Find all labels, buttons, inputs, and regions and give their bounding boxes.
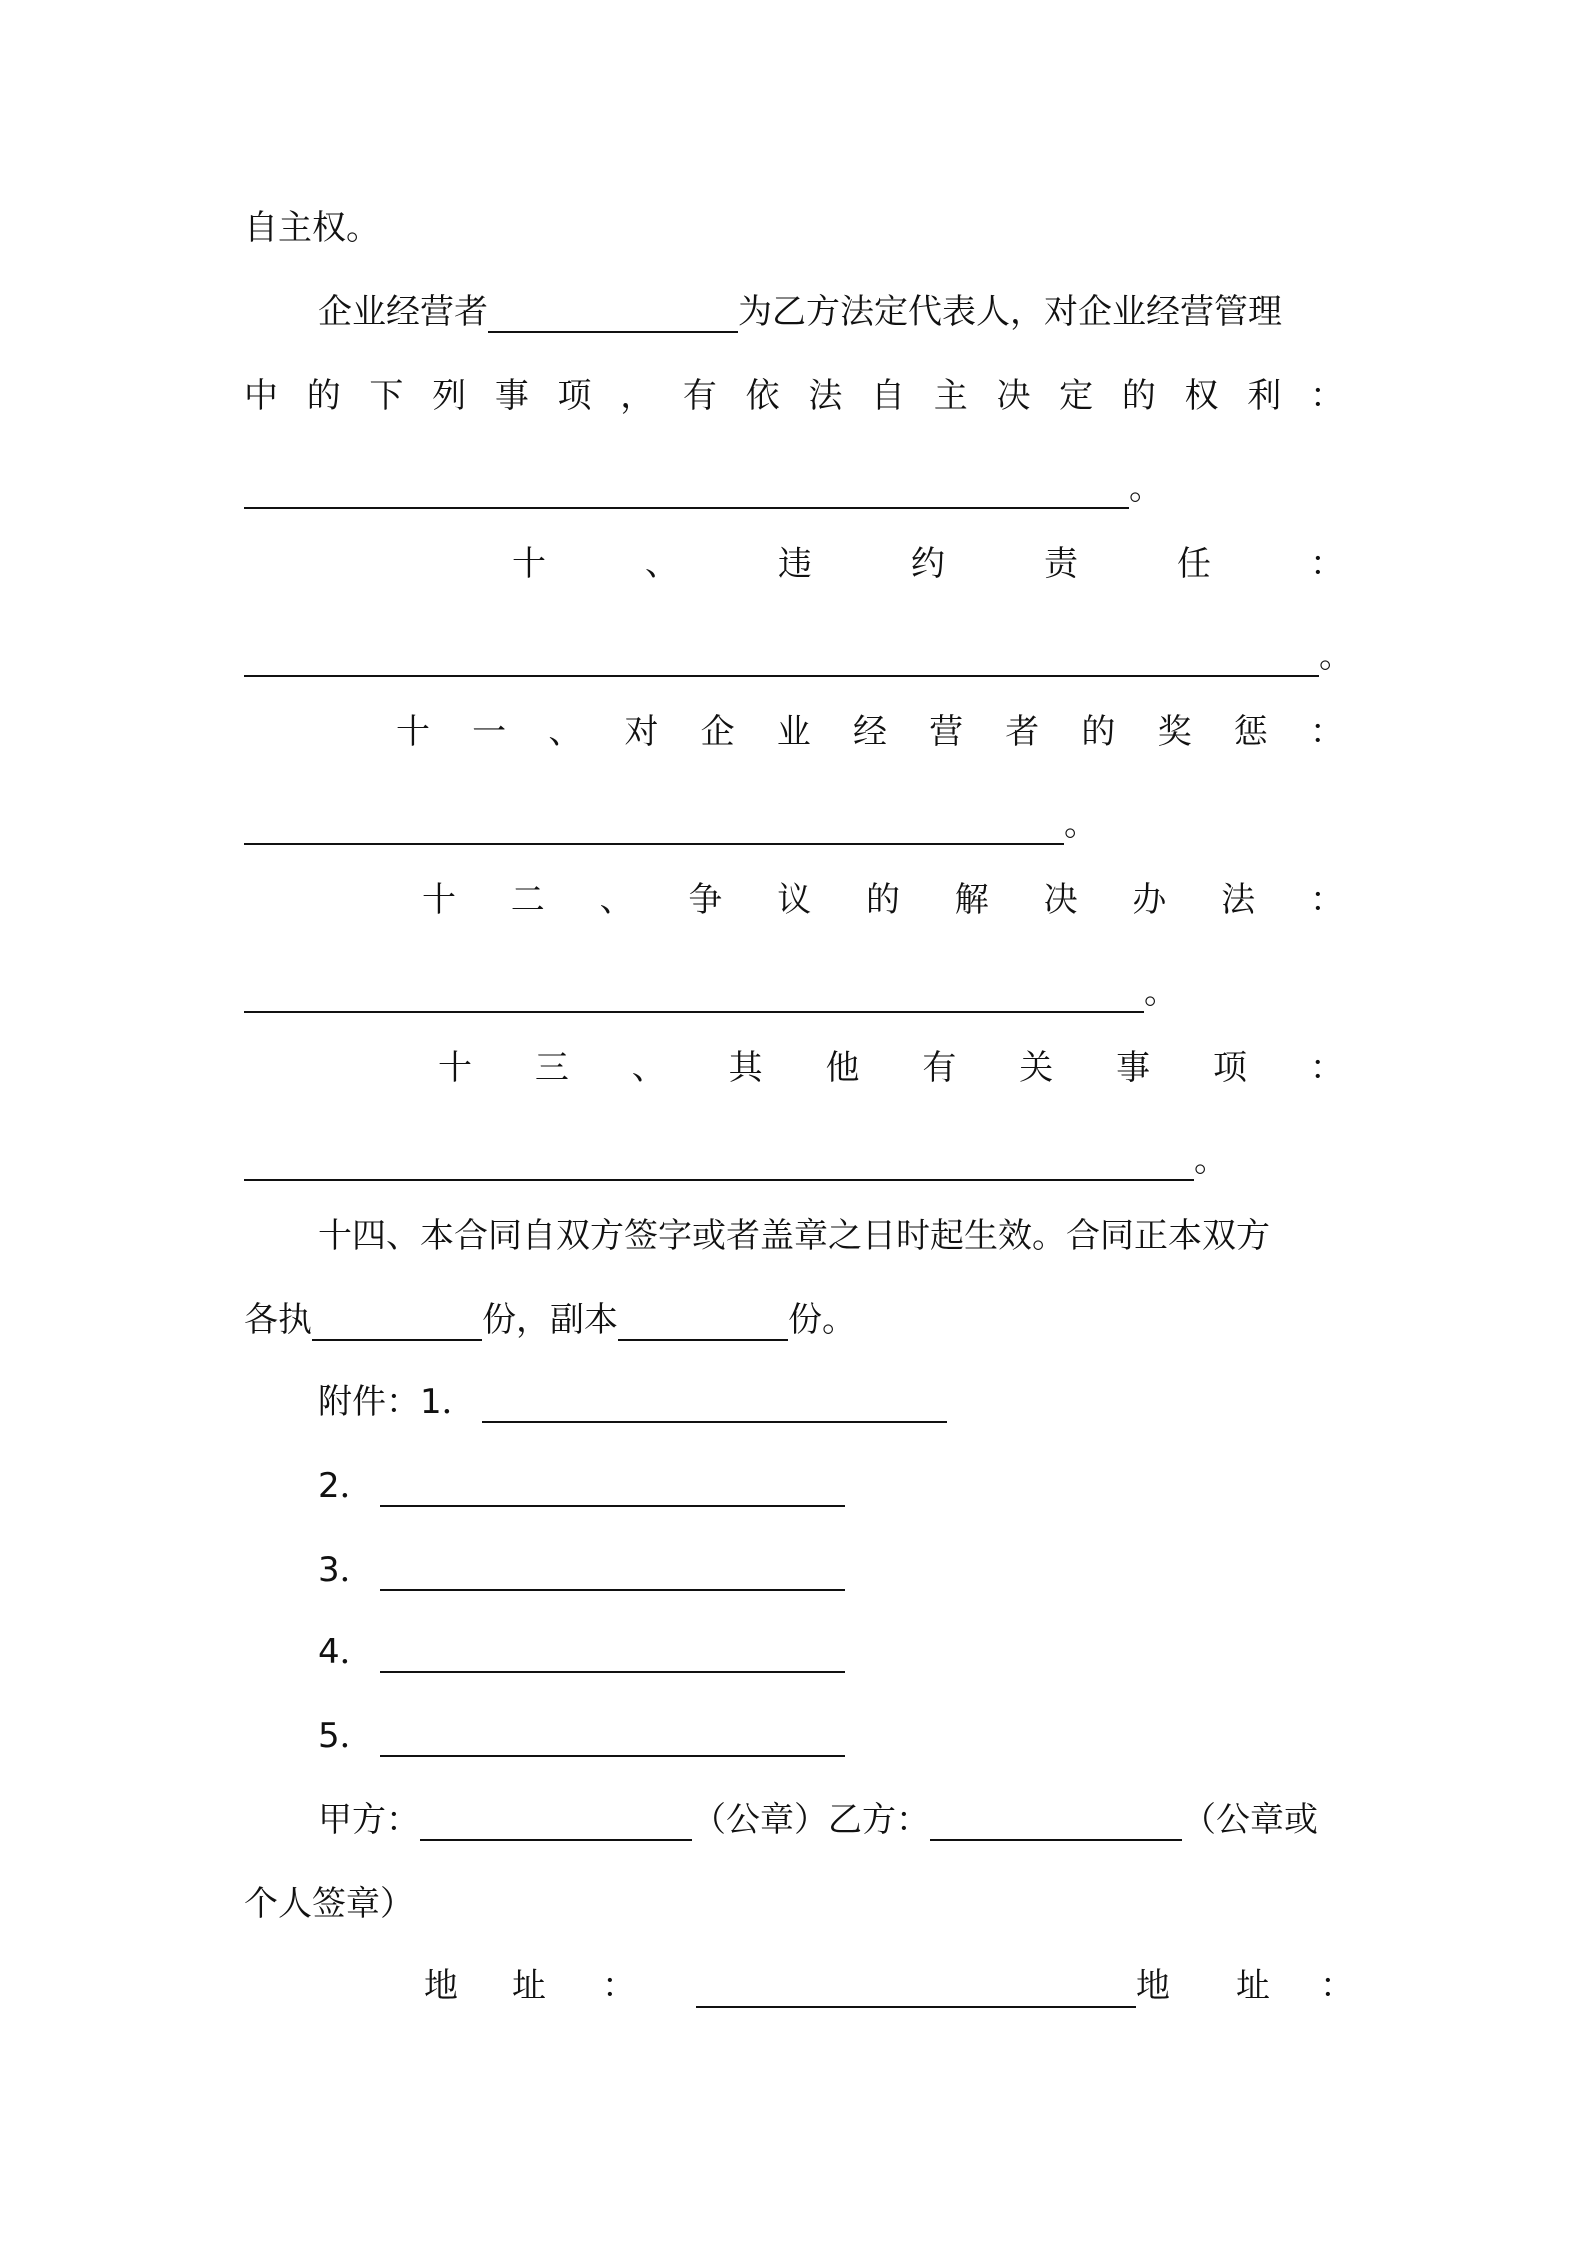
- address-line: [424, 1956, 1354, 2016]
- party-b-field[interactable]: [930, 1799, 1182, 1841]
- attachment-number: 4．: [318, 1632, 374, 1672]
- text-line: [244, 1290, 1344, 1350]
- justified-char: 下: [369, 376, 404, 416]
- justified-char: 十: [422, 880, 456, 920]
- attachment-field[interactable]: [482, 1381, 947, 1423]
- signature-line: [318, 1790, 1344, 1850]
- justified-char: 办: [1132, 880, 1167, 920]
- attachment-line: [318, 1622, 1344, 1682]
- justified-char: 决: [1043, 880, 1078, 920]
- justified-char: 对: [624, 712, 659, 752]
- blank-field[interactable]: [488, 291, 738, 333]
- attachment-field[interactable]: [380, 1631, 845, 1673]
- justified-char: 有: [922, 1048, 957, 1088]
- attachment-number: 1．: [420, 1382, 476, 1422]
- blank-line: [244, 794, 1344, 854]
- text: 自主权。: [244, 208, 380, 248]
- justified-char: 定: [1059, 376, 1094, 416]
- justified-char: 十: [512, 544, 546, 584]
- justified-char: ：: [1309, 376, 1344, 416]
- party-a-label: 甲方：: [318, 1800, 420, 1840]
- attachment-number: 5．: [318, 1716, 374, 1756]
- text-line: [244, 198, 1344, 258]
- section-heading-13: [438, 1038, 1344, 1098]
- text: 十四、本合同自双方签字或者盖章之日时起生效。合同正本双方: [318, 1216, 1270, 1256]
- justified-char: 解: [954, 880, 989, 920]
- text: 个人签章）: [244, 1884, 414, 1924]
- blank-line: [244, 1130, 1344, 1190]
- attachment-field[interactable]: [380, 1715, 845, 1757]
- text: 为乙方法定代表人，对企业经营管理: [738, 292, 1282, 332]
- blank-field[interactable]: [244, 971, 1144, 1013]
- justified-char: 约: [911, 544, 945, 584]
- attachment-line: [318, 1372, 1344, 1432]
- justified-char: 议: [777, 880, 812, 920]
- section-heading-12: [422, 870, 1344, 930]
- justified-char: ：: [1309, 1048, 1344, 1088]
- justified-char: 法: [1221, 880, 1256, 920]
- justified-char: 法: [808, 376, 843, 416]
- justified-char: 关: [1019, 1048, 1054, 1088]
- text: 。: [1064, 804, 1098, 844]
- blank-field[interactable]: [244, 1139, 1194, 1181]
- justified-char: 一: [472, 712, 507, 752]
- address-char: 址: [1236, 1966, 1270, 2006]
- party-a-field[interactable]: [420, 1799, 692, 1841]
- justified-char: 项: [1213, 1048, 1247, 1088]
- justified-char: ：: [1310, 544, 1344, 584]
- justified-char: 违: [778, 544, 812, 584]
- justified-char: 项: [557, 376, 592, 416]
- justified-char: 争: [688, 880, 723, 920]
- address-char: 地: [424, 1966, 458, 2006]
- justified-line: [244, 366, 1344, 426]
- justified-char: 十: [396, 712, 430, 752]
- justified-char: 、: [631, 1048, 666, 1088]
- section-heading-11: [396, 702, 1344, 762]
- text: 各执: [244, 1300, 312, 1340]
- justified-char: 业: [776, 712, 811, 752]
- seal-note: （公章或: [1182, 1800, 1318, 1840]
- text-line: [318, 282, 1344, 342]
- text-line: [318, 1206, 1344, 1266]
- justified-char: 者: [1005, 712, 1040, 752]
- attachment-line: [318, 1540, 1344, 1600]
- text-line: [244, 1874, 1344, 1934]
- justified-char: 企: [700, 712, 735, 752]
- justified-char: 利: [1247, 376, 1282, 416]
- justified-char: 十: [438, 1048, 472, 1088]
- blank-line: [244, 458, 1344, 518]
- justified-char: 经: [852, 712, 887, 752]
- justified-char: 营: [929, 712, 964, 752]
- justified-char: 的: [865, 880, 900, 920]
- justified-char: ：: [1309, 880, 1344, 920]
- justified-char: ：: [1309, 712, 1344, 752]
- justified-char: 的: [1121, 376, 1156, 416]
- address-field[interactable]: [696, 1966, 1136, 2008]
- justified-char: 二: [510, 880, 545, 920]
- blank-field[interactable]: [244, 803, 1064, 845]
- text: 。: [1319, 636, 1353, 676]
- party-b-label: （公章）乙方：: [692, 1800, 930, 1840]
- attachment-number: 3．: [318, 1550, 374, 1590]
- section-heading-10: [512, 534, 1344, 594]
- text: 。: [1194, 1140, 1228, 1180]
- justified-char: 、: [548, 712, 583, 752]
- justified-char: 事: [494, 376, 529, 416]
- text: 。: [1129, 468, 1163, 508]
- text: 。: [1144, 972, 1178, 1012]
- attachment-label: 附件：: [318, 1382, 420, 1422]
- original-copies-field[interactable]: [312, 1299, 482, 1341]
- text: 份，副本: [482, 1300, 618, 1340]
- justified-char: 惩: [1233, 712, 1268, 752]
- text: 企业经营者: [318, 292, 488, 332]
- justified-char: 三: [534, 1048, 569, 1088]
- justified-char: 其: [728, 1048, 763, 1088]
- justified-char: 的: [1081, 712, 1116, 752]
- justified-char: 有: [682, 376, 717, 416]
- justified-char: 权: [1184, 376, 1219, 416]
- attachment-line: [318, 1456, 1344, 1516]
- attachment-number: 2．: [318, 1466, 374, 1506]
- blank-line: [244, 962, 1344, 1022]
- duplicate-copies-field[interactable]: [618, 1299, 788, 1341]
- justified-char: 、: [599, 880, 634, 920]
- text: 份。: [788, 1300, 856, 1340]
- address-char: 址: [512, 1966, 546, 2006]
- justified-char: 任: [1177, 544, 1211, 584]
- address-char: 地: [1136, 1966, 1170, 2006]
- justified-char: 奖: [1157, 712, 1192, 752]
- justified-char: 依: [745, 376, 780, 416]
- attachment-field[interactable]: [380, 1465, 845, 1507]
- justified-char: 的: [306, 376, 341, 416]
- justified-char: 列: [432, 376, 467, 416]
- attachment-field[interactable]: [380, 1549, 845, 1591]
- attachment-line: [318, 1706, 1344, 1766]
- justified-char: 责: [1044, 544, 1078, 584]
- justified-char: ，: [620, 376, 655, 416]
- justified-char: 、: [645, 544, 679, 584]
- address-char: ：: [1320, 1966, 1354, 2006]
- address-char: ：: [602, 1966, 636, 2006]
- justified-char: 中: [244, 376, 278, 416]
- blank-field[interactable]: [244, 467, 1129, 509]
- justified-char: 自: [871, 376, 906, 416]
- justified-char: 事: [1116, 1048, 1151, 1088]
- blank-field[interactable]: [244, 635, 1319, 677]
- justified-char: 主: [933, 376, 968, 416]
- justified-char: 决: [996, 376, 1031, 416]
- justified-char: 他: [825, 1048, 860, 1088]
- blank-line: [244, 626, 1353, 686]
